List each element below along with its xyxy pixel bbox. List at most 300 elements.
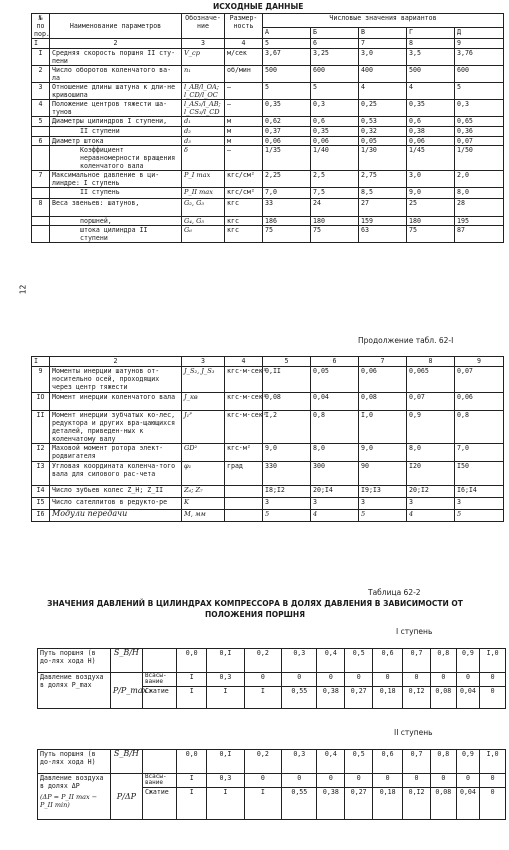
compression-value: 0,38: [317, 788, 345, 820]
variant-value: 0,08: [359, 393, 407, 411]
suction-label: Всасы-вание: [142, 774, 176, 788]
variant-value: 8,0: [311, 444, 359, 462]
variant-value: 1/50: [455, 146, 504, 171]
variant-value: 0,35: [407, 100, 455, 117]
pressure-formula: (ΔP = P_II max − P_II min): [40, 793, 98, 809]
variant-value: 2,5: [311, 171, 359, 188]
variant-value: 28: [455, 199, 504, 217]
column-number: 4: [225, 39, 263, 49]
table-row: [32, 226, 504, 243]
suction-value: 0: [430, 673, 456, 687]
parameter-name: Веса звеньев: шатунов,: [50, 199, 182, 217]
row-number: 4: [32, 100, 50, 117]
variant-value: 0,05: [359, 137, 407, 146]
variant-value: 3,76: [455, 49, 504, 66]
parameter-unit: кгс·м·сек²: [225, 411, 263, 444]
parameter-symbol: δ: [182, 146, 225, 171]
parameter-symbol: K: [182, 498, 225, 510]
variant-header: Б: [311, 27, 359, 38]
parameter-name: Максимальное давление в ци-линдре: I ступень: [50, 171, 182, 188]
compression-value: 0,55: [282, 687, 317, 709]
parameter-name: Угловая координата коленча-того вала для силового рас-чета: [50, 462, 182, 486]
row-number: IO: [32, 393, 50, 411]
variant-value: I20: [407, 462, 455, 486]
variant-value: 1/30: [359, 146, 407, 171]
suction-value: 0: [282, 673, 317, 687]
parameter-name: II ступень: [50, 188, 182, 199]
row-number: [32, 127, 50, 137]
compression-value: 0,I2: [403, 687, 431, 709]
variant-value: 3: [407, 498, 455, 510]
table-row: [32, 188, 504, 199]
variant-value: 9,0: [359, 444, 407, 462]
suction-value: 0: [480, 774, 506, 788]
x-value: 0,4: [317, 649, 345, 673]
parameter-symbol: φ₁: [182, 462, 225, 486]
compression-value: I: [177, 687, 207, 709]
x-value: 0,8: [430, 649, 456, 673]
table-62-2-heading: ЗНАЧЕНИЯ ДАВЛЕНИЙ В ЦИЛИНДРАХ КОМПРЕССОРА В ДОЛЯХ ДАВЛЕНИЯ В ЗАВИСИМОСТИ ОТ ПОЛОЖЕНИЯ ПОРШНЯ: [47, 599, 463, 619]
parameter-name: Коэффициент неравномерности вращения коленчатого вала: [50, 146, 182, 171]
variant-value: 63: [359, 226, 407, 243]
row-number: 5: [32, 117, 50, 127]
column-number: I: [32, 39, 50, 49]
parameter-symbol: J_S₂, J_S₃: [182, 367, 225, 393]
column-number: 3: [182, 39, 225, 49]
row-number: [32, 226, 50, 243]
suction-value: 0: [373, 673, 403, 687]
table-row: [32, 444, 504, 462]
variant-value: 9,0: [407, 188, 455, 199]
variant-value: I50: [455, 462, 504, 486]
row-number: I: [32, 49, 50, 66]
table-62-1: [31, 13, 504, 243]
parameter-unit: [225, 510, 263, 522]
x-value: 0,0: [177, 750, 207, 774]
parameter-unit: м: [225, 137, 263, 146]
x-value: 0,7: [403, 750, 431, 774]
compression-value: 0,55: [282, 788, 317, 820]
variant-value: 1/40: [311, 146, 359, 171]
col-header-name: Наименование параметров: [50, 14, 182, 39]
variant-value: I9;I3: [359, 486, 407, 498]
parameter-name: Положение центров тяжести ша-тунов: [50, 100, 182, 117]
row-number: 9: [32, 367, 50, 393]
parameter-symbol: V_ср: [182, 49, 225, 66]
variant-value: 180: [311, 217, 359, 226]
parameter-name: Моменты инерции шатунов от-носительно осей, проходящих через центр тяжести: [50, 367, 182, 393]
parameter-symbol: J₁ᴾ: [182, 411, 225, 444]
table-row: [32, 146, 504, 171]
variant-value: 500: [407, 66, 455, 83]
parameter-unit: —: [225, 100, 263, 117]
variant-value: 75: [311, 226, 359, 243]
continuation-caption: Продолжение табл. 62-I: [358, 336, 454, 345]
parameter-unit: м: [225, 127, 263, 137]
parameter-symbol: J_кв: [182, 393, 225, 411]
col-header-symbol: Обозначе-ние: [182, 14, 225, 39]
page-number: 12: [18, 284, 28, 295]
suction-value: 0: [345, 774, 373, 788]
row-number: 2: [32, 66, 50, 83]
variant-value: 2,75: [359, 171, 407, 188]
variant-value: 500: [263, 66, 311, 83]
x-value: 0,I: [207, 750, 244, 774]
column-number: 6: [311, 357, 359, 367]
variant-value: 4: [407, 510, 455, 522]
parameter-symbol: l_AB/l_OA; l_CD/l_OC: [182, 83, 225, 100]
variant-value: 3,67: [263, 49, 311, 66]
table-row: [32, 393, 504, 411]
variant-value: 0,065: [407, 367, 455, 393]
parameter-unit: кгс/см²: [225, 171, 263, 188]
variant-value: 300: [311, 462, 359, 486]
column-number: 2: [50, 39, 182, 49]
variant-value: 0,06: [359, 367, 407, 393]
path-label: Путь поршня (в до-лях хода H): [38, 750, 111, 774]
compression-value: I: [177, 788, 207, 820]
variant-value: I6;I4: [455, 486, 504, 498]
parameter-unit: кгс: [225, 226, 263, 243]
variant-header: Д: [455, 27, 504, 38]
table-row: [32, 127, 504, 137]
variant-value: 4: [359, 83, 407, 100]
x-value: 0,6: [373, 649, 403, 673]
table-row: [32, 66, 504, 83]
suction-value: 0: [403, 774, 431, 788]
variant-header: Г: [407, 27, 455, 38]
parameter-name: Средняя скорость поршня II сту-пени: [50, 49, 182, 66]
parameter-symbol: G₂, G₃: [182, 199, 225, 217]
compression-value: I: [207, 687, 244, 709]
compression-value: 0,38: [317, 687, 345, 709]
pressure-label: Давление воздуха в долях P_max: [38, 673, 111, 709]
variant-value: 5: [311, 83, 359, 100]
suction-value: 0: [373, 774, 403, 788]
variant-value: 7,0: [455, 444, 504, 462]
compression-value: 0,18: [373, 788, 403, 820]
variant-value: 4: [311, 510, 359, 522]
variant-value: 0,3: [455, 100, 504, 117]
x-value: 0,3: [282, 649, 317, 673]
col-header-values: Числовые значения вариантов: [263, 14, 504, 28]
parameter-unit: м/сек: [225, 49, 263, 66]
column-number: 7: [359, 357, 407, 367]
x-value: 0,4: [317, 750, 345, 774]
suction-value: 0,3: [207, 774, 244, 788]
variant-value: 0,06: [407, 137, 455, 146]
compression-value: I: [207, 788, 244, 820]
row-number: 7: [32, 171, 50, 188]
table-row: [32, 498, 504, 510]
suction-value: 0: [430, 774, 456, 788]
variant-value: 0,9: [407, 411, 455, 444]
parameter-name: Диаметр штока: [50, 137, 182, 146]
variant-value: 0,II: [263, 367, 311, 393]
variant-header: А: [263, 27, 311, 38]
variant-value: 75: [263, 226, 311, 243]
parameter-symbol: l_AS₂/l_AB; l_CS₃/l_CD: [182, 100, 225, 117]
variant-value: 3,0: [359, 49, 407, 66]
variant-value: 3: [311, 498, 359, 510]
suction-value: 0: [244, 673, 281, 687]
compression-value: I: [244, 687, 281, 709]
parameter-symbol: d₂: [182, 127, 225, 137]
parameter-symbol: P_I max: [182, 171, 225, 188]
compression-value: 0,27: [345, 788, 373, 820]
parameter-symbol: M, мм: [182, 510, 225, 522]
variant-value: 20;I2: [407, 486, 455, 498]
variant-value: 0,06: [455, 393, 504, 411]
suction-value: 0: [403, 673, 431, 687]
column-number: 9: [455, 357, 504, 367]
suction-value: I: [177, 774, 207, 788]
row-number: 3: [32, 83, 50, 100]
table-row: [32, 137, 504, 146]
table-row: [32, 510, 504, 522]
variant-value: 0,38: [407, 127, 455, 137]
variant-value: 0,37: [263, 127, 311, 137]
table-row: [32, 462, 504, 486]
column-number: 4: [225, 357, 263, 367]
variant-value: 7,0: [263, 188, 311, 199]
x-value: 0,2: [244, 649, 281, 673]
variant-value: 0,62: [263, 117, 311, 127]
parameter-symbol: d₁: [182, 117, 225, 127]
column-number: 2: [50, 357, 182, 367]
variant-value: 0,3: [311, 100, 359, 117]
variant-value: 8,5: [359, 188, 407, 199]
parameter-unit: —: [225, 146, 263, 171]
variant-value: 0,06: [311, 137, 359, 146]
parameter-unit: м: [225, 117, 263, 127]
pressure-symbol: P/ΔP: [110, 774, 142, 820]
column-number: 8: [407, 39, 455, 49]
stage-2-label: II ступень: [394, 728, 433, 737]
variant-value: 1/35: [263, 146, 311, 171]
variant-value: 0,08: [263, 393, 311, 411]
variant-value: 180: [407, 217, 455, 226]
x-value: 0,5: [345, 649, 373, 673]
compression-value: 0,27: [345, 687, 373, 709]
variant-value: 600: [455, 66, 504, 83]
x-value: 0,6: [373, 750, 403, 774]
parameter-unit: град: [225, 462, 263, 486]
row-number: I3: [32, 462, 50, 486]
pressure-label-text: Давление воздуха в долях ΔP: [40, 774, 104, 790]
x-value: 0,8: [430, 750, 456, 774]
variant-value: 87: [455, 226, 504, 243]
compression-value: 0,08: [430, 788, 456, 820]
parameter-unit: кгс/см²: [225, 188, 263, 199]
x-value: 0,0: [177, 649, 207, 673]
x-value: 0,I: [207, 649, 244, 673]
path-row: [38, 649, 506, 673]
variant-value: 90: [359, 462, 407, 486]
suction-value: 0: [345, 673, 373, 687]
variant-value: 0,8: [455, 411, 504, 444]
table-header-row: [32, 14, 504, 28]
pressure-symbol: P/P_max: [110, 673, 142, 709]
parameter-name: поршней,: [50, 217, 182, 226]
table-stage-1: [37, 648, 506, 709]
variant-header: В: [359, 27, 407, 38]
row-number: I6: [32, 510, 50, 522]
suction-label: Всасы-вание: [142, 673, 176, 687]
pressure-label: [38, 774, 111, 820]
variant-value: 0,35: [263, 100, 311, 117]
column-number: 3: [182, 357, 225, 367]
x-value: 0,7: [403, 649, 431, 673]
variant-value: 0,8: [311, 411, 359, 444]
table-row: [32, 117, 504, 127]
parameter-unit: [225, 486, 263, 498]
parameter-unit: кгс·м·сек²: [225, 367, 263, 393]
compression-value: 0: [480, 687, 506, 709]
compression-label: Сжатие: [142, 687, 176, 709]
compression-value: 0,18: [373, 687, 403, 709]
x-value: 0,5: [345, 750, 373, 774]
table-row: [32, 199, 504, 217]
variant-value: 3: [359, 498, 407, 510]
variant-value: 0,05: [311, 367, 359, 393]
column-number: 5: [263, 39, 311, 49]
path-symbol: S_B/H: [110, 750, 142, 774]
variant-value: 195: [455, 217, 504, 226]
x-value: I,0: [480, 750, 506, 774]
row-number: [32, 146, 50, 171]
variant-value: I8;I2: [263, 486, 311, 498]
variant-value: 0,06: [263, 137, 311, 146]
column-number: 9: [455, 39, 504, 49]
stage-1-label: I ступень: [396, 627, 433, 636]
variant-value: 330: [263, 462, 311, 486]
variant-value: 3,5: [407, 49, 455, 66]
parameter-symbol: Z₆; Z₇: [182, 486, 225, 498]
variant-value: 8,0: [455, 188, 504, 199]
suction-value: 0: [456, 673, 480, 687]
parameter-unit: [225, 498, 263, 510]
x-value: I,0: [480, 649, 506, 673]
parameter-name: II ступени: [50, 127, 182, 137]
row-number: [32, 188, 50, 199]
variant-value: 0,07: [455, 137, 504, 146]
suction-value: 0: [456, 774, 480, 788]
column-number-row: [32, 39, 504, 49]
variant-value: 0,6: [407, 117, 455, 127]
variant-value: 3: [455, 498, 504, 510]
suction-value: 0,3: [207, 673, 244, 687]
row-number: I5: [32, 498, 50, 510]
x-value: 0,2: [244, 750, 281, 774]
table-62-2-caption: Таблица 62-2: [368, 588, 421, 597]
table-row: [32, 217, 504, 226]
variant-value: 186: [263, 217, 311, 226]
variant-value: I,0: [359, 411, 407, 444]
parameter-unit: об/мин: [225, 66, 263, 83]
variant-value: 3,0: [407, 171, 455, 188]
page-title: ИСХОДНЫЕ ДАННЫЕ: [213, 2, 304, 11]
variant-value: 0,07: [407, 393, 455, 411]
variant-value: 2,0: [455, 171, 504, 188]
path-symbol: S_B/H: [110, 649, 142, 673]
parameter-name: Диаметры цилиндров I ступени,: [50, 117, 182, 127]
variant-value: 24: [311, 199, 359, 217]
suction-value: 0: [317, 673, 345, 687]
compression-value: 0,08: [430, 687, 456, 709]
variant-value: 600: [311, 66, 359, 83]
variant-value: 0,04: [311, 393, 359, 411]
suction-value: 0: [317, 774, 345, 788]
row-number: I2: [32, 444, 50, 462]
parameter-symbol: d₃: [182, 137, 225, 146]
parameter-name: Отношение длины шатуна к дли-не кривошипа: [50, 83, 182, 100]
variant-value: 8,0: [407, 444, 455, 462]
variant-value: 0,35: [311, 127, 359, 137]
parameter-unit: кгс·м²: [225, 444, 263, 462]
parameter-symbol: P_II max: [182, 188, 225, 199]
table-row: [32, 49, 504, 66]
variant-value: 5: [263, 510, 311, 522]
table-row: [32, 486, 504, 498]
variant-value: 0,53: [359, 117, 407, 127]
compression-label: Сжатие: [142, 788, 176, 820]
row-number: 8: [32, 199, 50, 217]
variant-value: 0,25: [359, 100, 407, 117]
column-number: 6: [311, 39, 359, 49]
compression-value: 0: [480, 788, 506, 820]
table-row: [32, 171, 504, 188]
path-label: Путь поршня (в до-лях хода H): [38, 649, 111, 673]
variant-value: 159: [359, 217, 407, 226]
column-number: I: [32, 357, 50, 367]
variant-value: 4: [407, 83, 455, 100]
variant-value: 3: [263, 498, 311, 510]
path-row: [38, 750, 506, 774]
table-stage-2: [37, 749, 506, 820]
parameter-name: Момент инерции зубчатых ко-лес, редуктора и других вра-щающихся деталей, приведен-ных к коленчатому валу: [50, 411, 182, 444]
variant-value: 20;I4: [311, 486, 359, 498]
variant-value: 0,07: [455, 367, 504, 393]
variant-value: 27: [359, 199, 407, 217]
suction-value: I: [177, 673, 207, 687]
table-row: [32, 100, 504, 117]
variant-value: 0,32: [359, 127, 407, 137]
parameter-symbol: G₆: [182, 226, 225, 243]
variant-value: 5: [263, 83, 311, 100]
column-number: 7: [359, 39, 407, 49]
table-row: [32, 411, 504, 444]
row-number: II: [32, 411, 50, 444]
table-row: [32, 83, 504, 100]
variant-value: 2,25: [263, 171, 311, 188]
parameter-name: Модули передачи: [50, 510, 182, 522]
row-number: [32, 217, 50, 226]
parameter-symbol: n₁: [182, 66, 225, 83]
suction-value: 0: [244, 774, 281, 788]
parameter-name: Число зубьев колес Z_H; Z_II: [50, 486, 182, 498]
suction-value: 0: [282, 774, 317, 788]
table-62-1-continued: [31, 356, 504, 522]
col-header-unit: Размер-ность: [225, 14, 263, 39]
suction-value: 0: [480, 673, 506, 687]
table-row: [32, 367, 504, 393]
column-number-row: [32, 357, 504, 367]
col-header-num: № по пор.: [32, 14, 50, 39]
variant-value: 5: [455, 510, 504, 522]
column-number: 5: [263, 357, 311, 367]
x-value: 0,9: [456, 750, 480, 774]
